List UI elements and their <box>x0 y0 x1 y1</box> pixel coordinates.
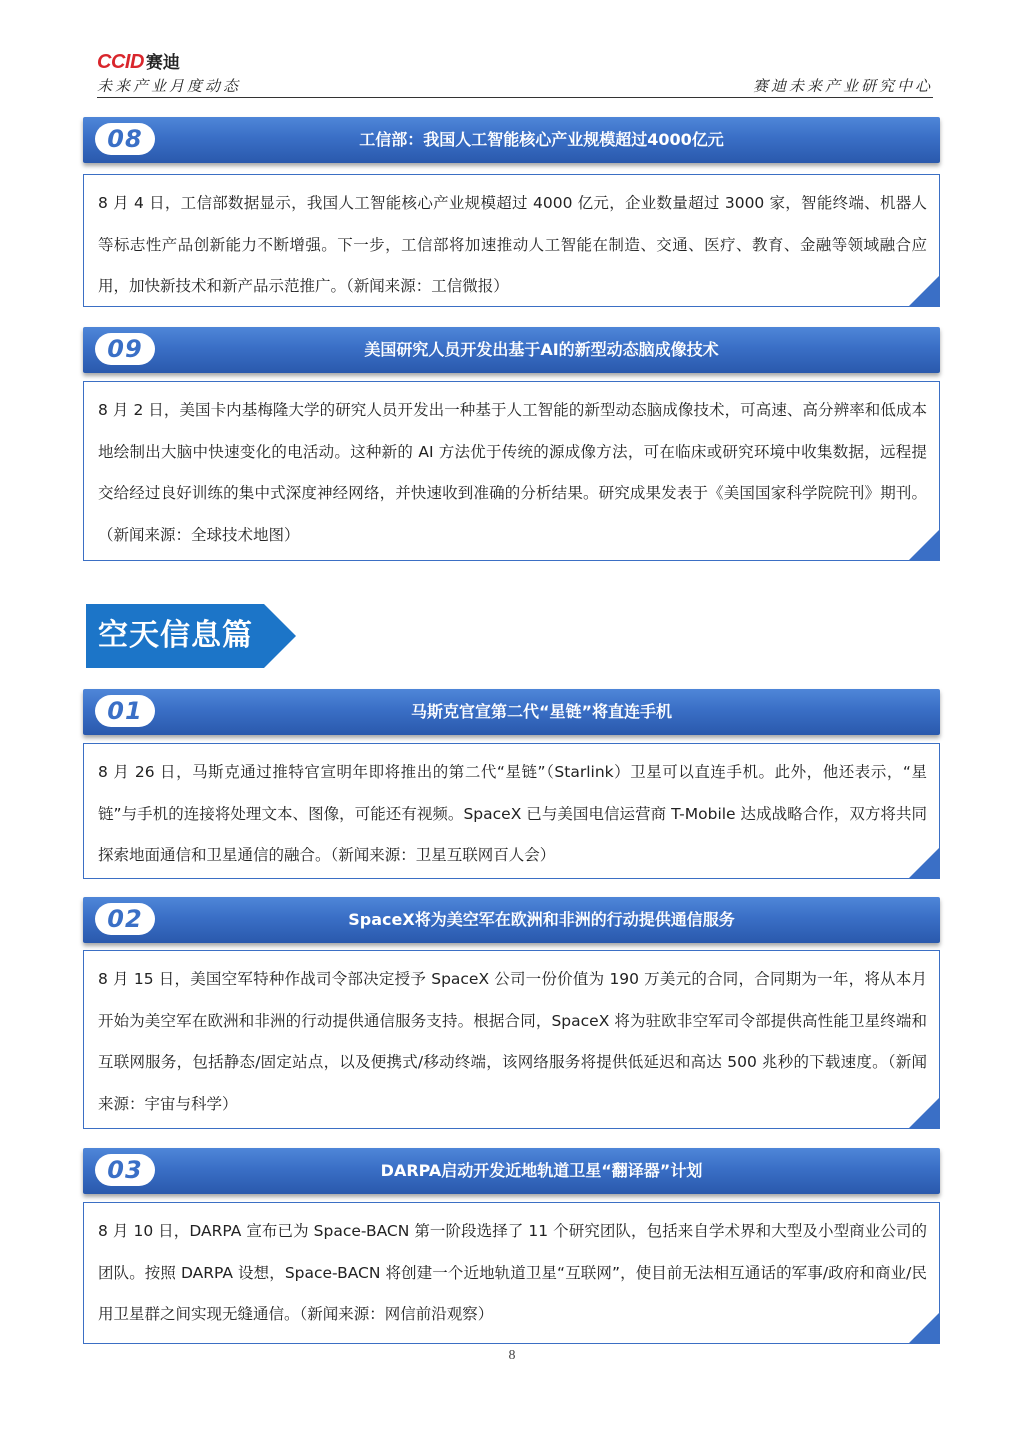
news-title: 马斯克官宣第二代“星链”将直连手机 <box>410 702 673 721</box>
page-header <box>97 48 933 100</box>
item-number-badge <box>95 1154 155 1186</box>
header-publisher: 赛迪未来产业研究中心 <box>752 77 933 95</box>
news-body-09 <box>83 381 940 561</box>
item-number: 08 <box>107 125 143 153</box>
news-text: 8 月 4 日，工信部数据显示，我国人工智能核心产业规模超过 4000 亿元，企业数量超过 3000 家，智能终端、机器人等标志性产品创新能力不断增强。下一步，工信部将加速推动人工智能在制造、交通、医疗、教育、金融等领域融合应用，加快新技术和新产品示范推广。（新闻来源：工信微报） <box>98 194 927 295</box>
news-title-bar-02 <box>83 897 940 943</box>
news-title: DARPA启动开发近地轨道卫星“翻译器”计划 <box>380 1161 703 1180</box>
news-body-08 <box>83 174 940 307</box>
corner-triangle-decoration <box>909 1098 939 1128</box>
item-number: 03 <box>107 1156 143 1184</box>
header-rule <box>97 97 933 98</box>
section-heading-arrow <box>264 604 296 668</box>
news-title-bar-01 <box>83 689 940 735</box>
corner-triangle-decoration <box>909 530 939 560</box>
news-title: 工信部：我国人工智能核心产业规模超过4000亿元 <box>359 130 724 149</box>
logo-chinese-name: 赛迪 <box>145 53 180 73</box>
news-text: 8 月 2 日，美国卡内基梅隆大学的研究人员开发出一种基于人工智能的新型动态脑成像技术，可高速、高分辨率和低成本地绘制出大脑中快速变化的电活动。这种新的 AI 方法优于传统的源成像方法，可在临床或研究环境中收集数据，远程提交给经过良好训练的集中式深度神经网络，并快速收到准确的分析结果。研究成果发表于《美国国家科学院院刊》期刊。（新闻来源：全球技术地图） <box>98 401 927 544</box>
ccid-logo <box>97 48 180 73</box>
item-number-badge <box>95 123 155 155</box>
news-text: 8 月 26 日，马斯克通过推特官宣明年即将推出的第二代“星链”（Starlink）卫星可以直连手机。此外，他还表示，“星链”与手机的连接将处理文本、图像，可能还有视频。SpaceX 已与美国电信运营商 T-Mobile 达成战略合作，双方将共同探索地面通信和卫星通信的融合。（新闻来源：卫星互联网百人会） <box>98 763 927 864</box>
item-number: 01 <box>107 697 143 725</box>
section-heading <box>86 604 296 668</box>
corner-triangle-decoration <box>909 1313 939 1343</box>
news-body-02 <box>83 950 940 1129</box>
header-publication-title: 未来产业月度动态 <box>97 77 242 95</box>
logo-mark: CCID <box>97 51 144 73</box>
news-body-03 <box>83 1202 940 1344</box>
item-number-badge <box>95 695 155 727</box>
item-number-badge <box>95 903 155 935</box>
item-number-badge <box>95 333 155 365</box>
page-number: 8 <box>508 1348 516 1363</box>
item-number: 09 <box>107 335 143 363</box>
news-title: SpaceX将为美空军在欧洲和非洲的行动提供通信服务 <box>348 910 735 929</box>
news-title-bar-09 <box>83 327 940 373</box>
item-number: 02 <box>107 905 143 933</box>
news-title-bar-03 <box>83 1148 940 1194</box>
news-body-01 <box>83 743 940 879</box>
news-title-bar-08 <box>83 117 940 163</box>
news-text: 8 月 15 日，美国空军特种作战司令部决定授予 SpaceX 公司一份价值为 190 万美元的合同，合同期为一年，将从本月开始为美空军在欧洲和非洲的行动提供通信服务支持。根据合同，SpaceX 将为驻欧非空军司令部提供高性能卫星终端和互联网服务，包括静态/固定站点，以及便携式/移动终端，该网络服务将提供低延迟和高达 500 兆秒的下载速度。（新闻来源：宇宙与科学） <box>98 970 927 1113</box>
news-text: 8 月 10 日，DARPA 宣布已为 Space-BACN 第一阶段选择了 11 个研究团队，包括来自学术界和大型及小型商业公司的团队。按照 DARPA 设想，Space-BACN 将创建一个近地轨道卫星“互联网”，使目前无法相互通话的军事/政府和商业/民用卫星群之间实现无缝通信。（新闻来源：网信前沿观察） <box>98 1222 927 1323</box>
corner-triangle-decoration <box>909 276 939 306</box>
corner-triangle-decoration <box>909 848 939 878</box>
section-heading-label: 空天信息篇 <box>98 618 253 653</box>
news-title: 美国研究人员开发出基于AI的新型动态脑成像技术 <box>364 340 719 359</box>
